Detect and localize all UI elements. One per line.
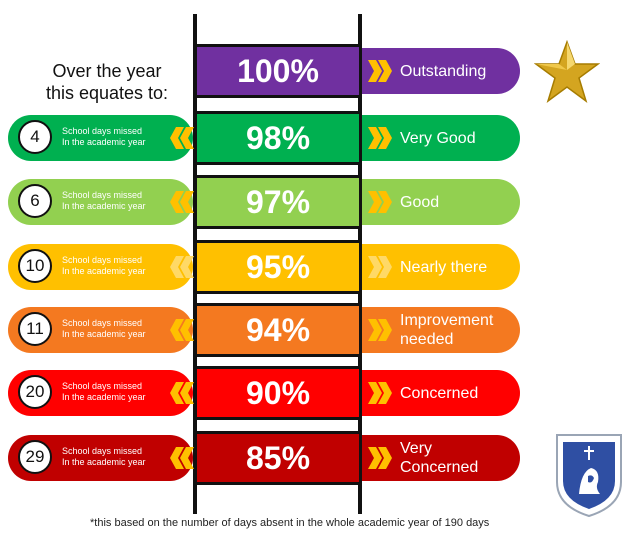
days-missed-caption: School days missed In the academic year [62, 255, 146, 276]
rating-label: Nearly there [400, 258, 488, 276]
double-chevron-icon [168, 380, 196, 406]
days-missed-count: 4 [18, 120, 52, 154]
days-missed-caption: School days missed In the academic year [62, 381, 146, 402]
school-crest-icon [554, 432, 624, 518]
percentage-box: 94% [197, 303, 359, 357]
double-chevron-icon [168, 445, 196, 471]
rating-pill [362, 115, 520, 161]
percentage-box: 85% [197, 431, 359, 485]
days-missed-count: 29 [18, 440, 52, 474]
days-missed-pill [8, 115, 193, 161]
double-chevron-icon [366, 58, 396, 84]
attendance-row-90 [0, 366, 627, 420]
double-chevron-icon [366, 317, 396, 343]
attendance-row-98 [0, 111, 627, 165]
rating-pill [362, 244, 520, 290]
double-chevron-icon [366, 380, 396, 406]
rating-pill [362, 307, 520, 353]
days-missed-pill [8, 244, 193, 290]
percentage-box: 98% [197, 111, 359, 165]
days-missed-pill [8, 435, 193, 481]
attendance-row-95 [0, 240, 627, 294]
double-chevron-icon [168, 254, 196, 280]
percentage-box: 95% [197, 240, 359, 294]
intro-line-2: this equates to: [45, 83, 169, 103]
footnote: *this based on the number of days absent in the whole academic year of 190 days [90, 517, 490, 529]
double-chevron-icon [168, 317, 196, 343]
days-missed-count: 6 [18, 184, 52, 218]
rating-label: Very Good [400, 129, 476, 147]
days-missed-caption: School days missed In the academic year [62, 190, 146, 211]
days-missed-caption: School days missed In the academic year [62, 126, 146, 147]
rating-label: Outstanding [400, 62, 487, 80]
rating-label: Improvement needed [400, 312, 494, 348]
percentage-box: 97% [197, 175, 359, 229]
percentage-box: 90% [197, 366, 359, 420]
rating-pill [362, 179, 520, 225]
attendance-row-85 [0, 431, 627, 485]
days-missed-pill [8, 307, 193, 353]
double-chevron-icon [168, 189, 196, 215]
rating-pill [362, 370, 520, 416]
attendance-row-97 [0, 175, 627, 229]
double-chevron-icon [366, 189, 396, 215]
days-missed-caption: School days missed In the academic year [62, 446, 146, 467]
days-missed-pill [8, 370, 193, 416]
days-missed-count: 20 [18, 375, 52, 409]
attendance-row-100 [0, 44, 627, 98]
rating-label: Very Concerned [400, 440, 479, 476]
double-chevron-icon [366, 254, 396, 280]
rating-pill [362, 435, 520, 481]
gold-star-icon [534, 40, 600, 104]
rating-label: Concerned [400, 384, 479, 402]
percentage-box: 100% [197, 44, 359, 98]
rating-pill [362, 48, 520, 94]
days-missed-caption: School days missed In the academic year [62, 318, 146, 339]
rating-label: Good [400, 193, 440, 211]
intro-line-1: Over the year [52, 61, 162, 81]
days-missed-count: 10 [18, 249, 52, 283]
double-chevron-icon [366, 125, 396, 151]
days-missed-count: 11 [18, 312, 52, 346]
attendance-row-94 [0, 303, 627, 357]
double-chevron-icon [168, 125, 196, 151]
days-missed-pill [8, 179, 193, 225]
double-chevron-icon [366, 445, 396, 471]
